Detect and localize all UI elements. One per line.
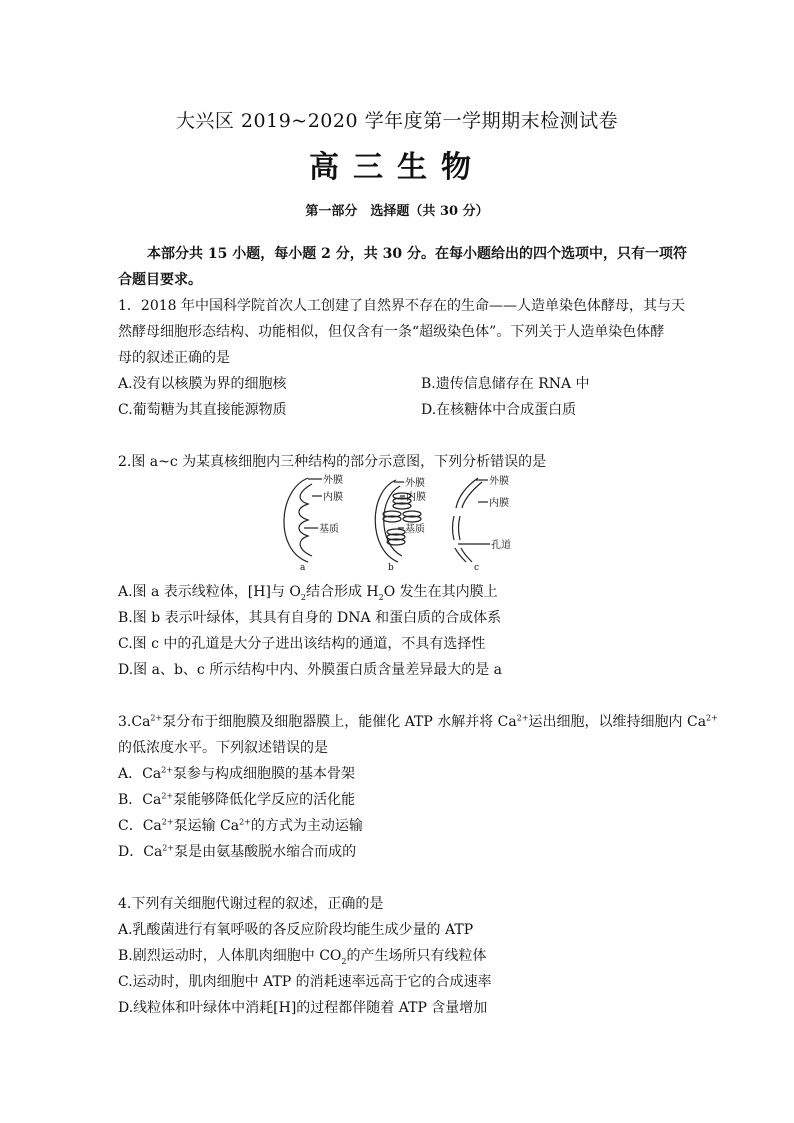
label-b-inner: 内膜: [406, 492, 426, 503]
q3-option-b: B．$Ca^{2+}$泵能够降低化学反应的活化能: [118, 791, 356, 808]
q1-stem-line-2: 然酵母细胞形态结构、功能相似，但仅含有一条“超级染色体”。下列关于人造单染色体酵: [118, 324, 665, 340]
q2-organelle-figure: [268, 470, 530, 572]
mitochondrion-outer-membrane: [284, 478, 308, 562]
q2-stem: 2.图 a~c 为某真核细胞内三种结构的部分示意图，下列分析错误的是: [118, 454, 547, 470]
label-b-outer: 外膜: [405, 478, 425, 489]
q3-option-d: D．$Ca^{2+}$泵是由氨基酸脱水缩合而成的: [118, 843, 357, 860]
q1-option-a: A.没有以核膜为界的细胞核: [118, 376, 287, 392]
q2-option-d: D.图 a、b、c 所示结构中内、外膜蛋白质含量差异最大的是 a: [118, 662, 503, 678]
label-b-matrix: 基质: [405, 524, 425, 535]
nuclear-outer-membrane: [456, 478, 478, 508]
nuclear-inner-membrane: [462, 482, 482, 508]
label-b: b: [388, 563, 394, 572]
label-c: c: [474, 563, 480, 572]
q1-option-c: C.葡萄糖为其直接能源物质: [118, 402, 287, 418]
q1-option-b: B.遗传信息储存在 RNA 中: [421, 376, 590, 392]
q4-option-c: C.运动时，肌肉细胞中 ATP 的消耗速率远高于它的合成速率: [118, 974, 492, 990]
q3-option-c: C．$Ca^{2+}$泵运输 $Ca^{2+}$的方式为主动运输: [118, 817, 363, 834]
q1-option-d: D.在核糖体中合成蛋白质: [421, 402, 577, 418]
q4-option-d: D.线粒体和叶绿体中消耗[H]的过程都伴随着 ATP 含量增加: [118, 1000, 488, 1016]
label-c-outer: 外膜: [489, 476, 509, 487]
instructions-line-1: 本部分共 15 小题，每小题 2 分，共 30 分。在每小题给出的四个选项中，只有一项符: [147, 246, 687, 262]
q3-stem-line-1: $3.Ca^{2+}$泵分布于细胞膜及细胞器膜上，能催化 ATP 水解并将 $Ca^{2+}$运出细胞，以维持细胞内 $Ca^{2+}$: [118, 713, 718, 730]
exam-title: 大兴区 2019~2020 学年度第一学期期末检测试卷: [175, 110, 619, 132]
instructions-line-2: 合题目要求。: [118, 272, 202, 288]
q3-option-a: A．$Ca^{2+}$泵参与构成细胞膜的基本骨架: [118, 765, 355, 782]
label-a-matrix: 基质: [319, 524, 339, 535]
q3-stem-line-2: 的低浓度水平。下列叙述错误的是: [118, 740, 328, 756]
subject-title: 高三生物: [309, 150, 485, 185]
label-a: a: [300, 563, 306, 572]
q4-option-b: B.剧烈运动时，人体肌肉细胞中 $CO_2$的产生场所只有线粒体: [118, 948, 487, 966]
mitochondrion-inner-membrane: [299, 484, 312, 556]
label-a-outer: 外膜: [323, 475, 343, 486]
q2-option-b: B.图 b 表示叶绿体，其具有自身的 DNA 和蛋白质的合成体系: [118, 610, 502, 626]
label-c-inner: 内膜: [489, 498, 509, 509]
label-c-pore: 孔道: [491, 540, 511, 551]
q4-option-a: A.乳酸菌进行有氧呼吸的各反应阶段均能生成少量的 ATP: [118, 922, 474, 938]
q4-stem: 4.下列有关细胞代谢过程的叙述，正确的是: [118, 896, 384, 912]
q1-stem-line-1: 1．2018 年中国科学院首次人工创建了自然界不存在的生命——人造单染色体酵母，其与天: [118, 298, 685, 314]
q2-option-a: A.图 a 表示线粒体，[H]与 $O_2$结合形成 $H_2O$ 发生在其内膜上: [118, 584, 498, 602]
label-a-inner: 内膜: [323, 492, 343, 503]
q1-stem-line-3: 母的叙述正确的是: [118, 350, 230, 366]
part-heading: 第一部分 选择题（共 30 分）: [305, 204, 489, 219]
q2-option-c: C.图 c 中的孔道是大分子进出该结构的通道，不具有选择性: [118, 636, 486, 652]
